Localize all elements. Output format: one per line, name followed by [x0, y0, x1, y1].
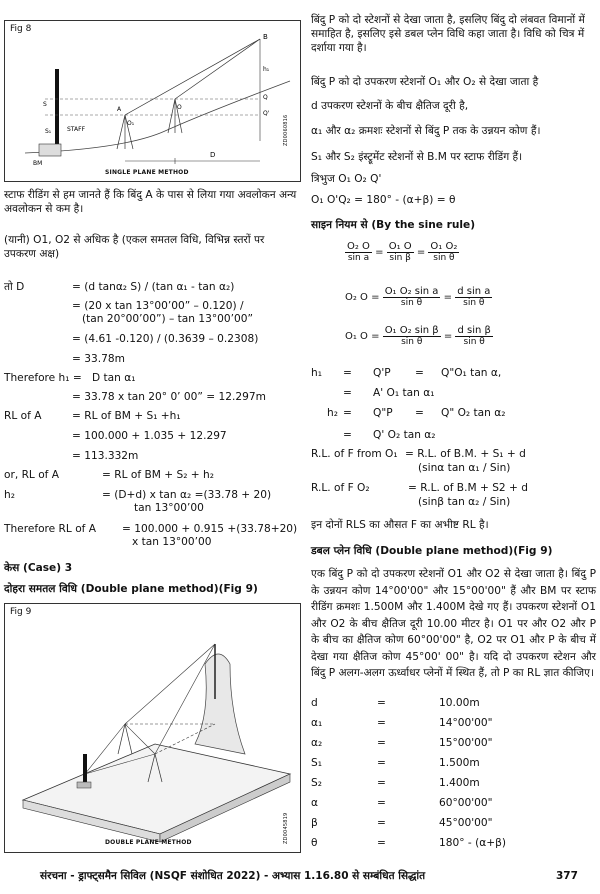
footer-text: संरचना - ड्राफ्ट्समैन सिविल (NSQF संशोधित 2022) - अभ्यास 1.16.80 से सम्बंधित सिद्धांत — [40, 870, 426, 882]
given-val: 1.500m — [439, 757, 480, 769]
label-a: A — [117, 106, 122, 113]
calc-eq: x tan 13°00’00 — [132, 536, 212, 548]
h-eq: = — [415, 367, 424, 379]
sine-equation-2: O₂ O = $\frac{\text{O₁ O₂ sin a}}{\text{sin θ}}$ = $\frac{\text{d sin a}}{\text{sin θ}}$ — [345, 286, 491, 308]
h-eq: = — [343, 367, 352, 379]
right-para-5: S₁ और S₂ इंस्ट्रूमेंट स्टेशनों से B.M पर स्टाफ रीडिंग हैं। — [311, 151, 523, 163]
eq-lhs: O₂ O = — [345, 292, 380, 303]
angle-equation: O₁ O'Q₂ = 180° - (α+β) = θ — [311, 194, 456, 206]
given-sym: β — [311, 817, 318, 829]
calc-eq: = 33.78m — [72, 353, 125, 365]
frac-num: O₁ O₂ — [430, 241, 458, 252]
frac-num: d sin a — [457, 286, 491, 297]
given-val: 1.400m — [439, 777, 480, 789]
calc-lhs: Therefore h₁ = — [4, 372, 82, 384]
calc-eq: = 113.332m — [72, 450, 139, 462]
rl-of-o2-rhs: = R.L. of B.M + S2 + d — [408, 482, 528, 494]
frac-den: sin θ — [401, 337, 423, 347]
calc-lhs: तो D — [4, 281, 25, 293]
figure-8-caption: SINGLE PLANE METHOD — [105, 169, 189, 176]
given-sym: α₁ — [311, 717, 323, 729]
given-sym: α₂ — [311, 737, 323, 749]
h-eq: = — [343, 429, 352, 441]
single-plane-diagram — [5, 21, 300, 181]
given-val: 15°00'00" — [439, 737, 493, 749]
label-o2: O — [177, 104, 182, 111]
h-eq: = — [415, 407, 424, 419]
frac-num: d sin β — [457, 325, 491, 336]
given-eq: = — [377, 737, 386, 749]
rl-of-o2-lhs: R.L. of F O₂ — [311, 482, 370, 494]
given-eq: = — [377, 717, 386, 729]
rl-from-o1-rhs: = R.L. of B.M. + S₁ + d — [405, 448, 526, 460]
frac-den: sin a — [347, 253, 370, 263]
calc-eq: = (4.61 -0.120) / (0.3639 – 0.2308) — [72, 333, 259, 345]
frac-den: sin β — [389, 253, 411, 263]
h-term: Q"O₁ tan α, — [441, 367, 502, 379]
rl-of-o2-rhs2: (sinβ tan α₂ / Sin) — [418, 496, 511, 508]
label-q-prime: Q' — [263, 110, 270, 117]
calc-eq: = (20 x tan 13°00’00” – 0.120) / — [72, 300, 244, 312]
given-sym: S₁ — [311, 757, 322, 769]
frac-den: sin θ — [400, 298, 423, 308]
frac-den: sin θ — [463, 337, 485, 347]
calc-lhs: h₂ — [4, 489, 15, 501]
right-para-2: बिंदु P को दो उपकरण स्टेशनों O₁ और O₂ से देखा जाता है — [311, 76, 539, 88]
label-bm: BM — [33, 160, 43, 167]
h-block — [311, 367, 596, 447]
label-q: Q — [263, 94, 268, 101]
double-plane-heading: डबल प्लेन विधि (Double plane method)(Fig 9) — [311, 545, 553, 557]
given-sym: S₂ — [311, 777, 322, 789]
figure-9 — [4, 603, 301, 853]
sine-rule-heading: साइन नियम से (By the sine rule) — [311, 219, 476, 231]
problem-statement: एक बिंदु P को दो उपकरण स्टेशनों O1 और O2 से देखा जाता है। बिंदु P के उन्नयन कोण 14°00'00" और 15°00'00" हैं और BM पर स्टाफ रीडिंग क्रमशः 1.500M और 1.400M देखे गए हैं। उपकरण स्टेशनों O1 और O2 के बीच क्षैतिज दूरी 10.00 मीटर है। O1 पर और O2 और P के बीच का क्षैतिज कोण 60°00'00" है, O2 पर O1 और P के बीच में देखा गया क्षैतिज कोण 45°00' 00" है। यदि दो उपकरण स्टेशन और बिंदु P अलग-अलग ऊर्ध्वाधर प्लेनों में स्थित हैं, तो P का RL ज्ञात कीजिए। — [311, 568, 596, 679]
given-eq: = — [377, 817, 386, 829]
case-heading: केस (Case) 3 — [4, 562, 73, 574]
given-eq: = — [377, 797, 386, 809]
page-footer — [0, 862, 600, 894]
page-number: 377 — [556, 870, 578, 882]
given-val: 10.00m — [439, 697, 480, 709]
calc-eq: = (d tanα₂ S) / (tan α₁ - tan α₂) — [72, 281, 235, 293]
h-term: Q' O₂ tan α₂ — [373, 429, 436, 441]
calc-eq: tan 13°00’00 — [134, 502, 204, 514]
right-para-4: α₁ और α₂ क्रमशः स्टेशनों से बिंदु P तक के उन्नयन कोण हैं। — [311, 125, 541, 137]
double-plane-diagram — [5, 604, 300, 852]
frac-den: sin θ — [463, 298, 485, 308]
rl-from-o1-rhs2: (sinα tan α₁ / Sin) — [418, 462, 511, 474]
h-term: Q"P — [373, 407, 393, 419]
average-note: इन दोनों RLS का औसत F का अभीष्ट RL है। — [311, 519, 489, 531]
label-o1: O₁ — [127, 120, 135, 127]
calc-eq: = 100.000 + 0.915 +(33.78+20) — [122, 523, 298, 535]
section-heading-double-plane: दोहरा समतल विधि (Double plane method)(Fig 9) — [4, 583, 258, 595]
given-sym: α — [311, 797, 318, 809]
h-term: Q'P — [373, 367, 391, 379]
right-para-1: बिंदु P को दो स्टेशनों से देखा जाता है, इसलिए बिंदु दो लंबवत विमानों में समाहित है, इसलिए इसे डबल प्लेन विधि कहा जाता है। विधि को चित्र में दर्शाया गया है। — [311, 14, 585, 54]
given-val: 180° - (α+β) — [439, 837, 506, 849]
figure-9-code: ZD0045819 — [283, 812, 289, 844]
h-sym: h₁ — [311, 367, 322, 379]
rl-from-o1-lhs: R.L. of F from O₁ — [311, 448, 398, 460]
eq-lhs: O₁ O = — [345, 331, 380, 342]
given-sym: θ — [311, 837, 318, 849]
given-eq: = — [377, 777, 386, 789]
h-term: A' O₁ tan α₁ — [373, 387, 435, 399]
frac-den: sin θ — [433, 253, 455, 263]
figure-8 — [4, 20, 301, 182]
calc-eq: (tan 20°00’00”) – tan 13°00’00” — [82, 313, 253, 325]
triangle-line: त्रिभुज O₁ O₂ Q' — [311, 173, 382, 185]
label-staff: STAFF — [67, 126, 86, 133]
calc-eq: = 100.000 + 1.035 + 12.297 — [72, 430, 227, 442]
h-eq: = — [343, 387, 352, 399]
figure-8-code: ZD0060816 — [283, 114, 289, 146]
given-val: 60°00'00" — [439, 797, 493, 809]
calc-lhs: or, RL of A — [4, 469, 60, 481]
frac-num: O₁ O — [388, 241, 412, 252]
calc-eq: = (D+d) x tan α₂ =(33.78 + 20) — [102, 489, 272, 501]
frac-num: O₂ O — [347, 241, 370, 252]
figure-9-label: Fig 9 — [10, 607, 32, 617]
label-b: B — [263, 33, 268, 41]
intro-paragraph: स्टाफ रीडिंग से हम जानते हैं कि बिंदु A के पास से लिया गया अवलोकन अन्य अवलोकन से कम है। — [4, 189, 297, 215]
frac-num: O₁ O₂ sin β — [384, 325, 439, 336]
given-val: 14°00'00" — [439, 717, 493, 729]
calc-eq: = 33.78 x tan 20° 0’ 00” = 12.297m — [72, 391, 266, 403]
sine-equation-3: O₁ O = $\frac{\text{O₁ O₂ sin β}}{\text{sin θ}}$ = $\frac{\text{d sin β}}{\text{sin θ}}$ — [345, 325, 491, 347]
calc-eq: = RL of BM + S₂ + h₂ — [102, 469, 215, 481]
label-s: S — [43, 101, 47, 108]
given-eq: = — [377, 837, 386, 849]
given-sym: d — [311, 697, 318, 709]
given-val: 45°00'00" — [439, 817, 493, 829]
label-h1: h₁ — [263, 66, 270, 73]
right-para-3: d उपकरण स्टेशनों के बीच क्षैतिज दूरी है, — [311, 100, 469, 112]
note-paragraph: (यानी) O1, O2 से अधिक है (एकल समतल विधि, विभिन्न स्तरों पर उपकरण अक्ष) — [4, 234, 265, 260]
h-sym: h₂ — [327, 407, 338, 419]
sine-equation-1: $\frac{\text{O₂ O}}{\text{sin a}}$ = $\frac{\text{O₁ O}}{\text{sin β}}$ = $\frac{\text{O₁ O₂}}{\text{sin θ}}$ — [347, 241, 458, 263]
label-s1: S₁ — [45, 128, 52, 135]
label-d: D — [210, 151, 216, 159]
figure-8-label: Fig 8 — [10, 24, 32, 34]
calc-lhs: Therefore RL of A — [4, 523, 97, 535]
calc-lhs: RL of A — [4, 410, 42, 422]
given-eq: = — [377, 697, 386, 709]
frac-num: O₁ O₂ sin a — [384, 286, 439, 297]
h-eq: = — [343, 407, 352, 419]
givens-table — [311, 697, 596, 857]
calc-eq: D tan α₁ — [92, 372, 136, 384]
h-term: Q" O₂ tan α₂ — [441, 407, 506, 419]
figure-9-caption: DOUBLE PLANE METHOD — [105, 839, 192, 846]
given-eq: = — [377, 757, 386, 769]
calc-eq: = RL of BM + S₁ +h₁ — [72, 410, 181, 422]
